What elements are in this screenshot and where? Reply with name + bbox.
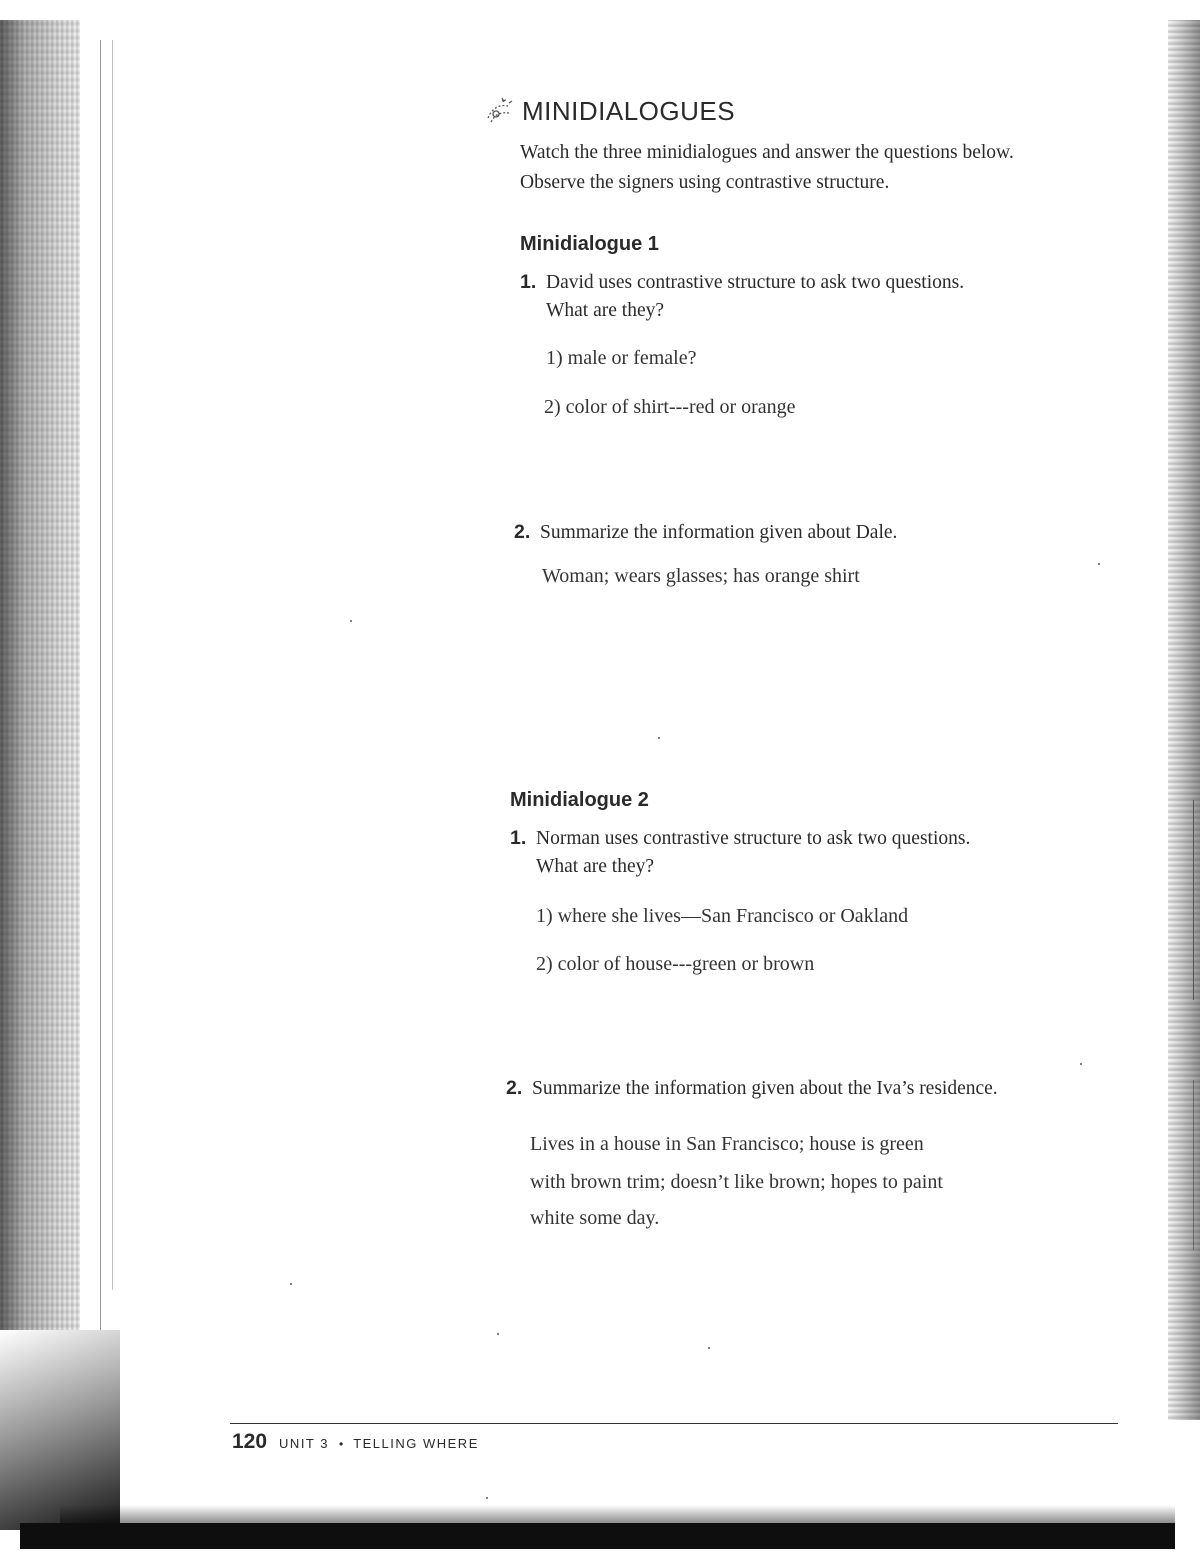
minidialogue-1-question-2 xyxy=(514,518,897,547)
scan-left-edge xyxy=(0,20,80,1525)
question-text: David uses contrastive structure to ask two questions. xyxy=(546,272,965,293)
question-number: 1. xyxy=(520,271,537,293)
scan-right-rule xyxy=(1193,800,1194,1000)
dust-speck xyxy=(708,1347,710,1349)
answer-line: 1) where she lives—San Francisco or Oakland xyxy=(536,905,909,927)
dust-speck xyxy=(290,1283,292,1285)
question-text: Summarize the information given about the Iva’s residence. xyxy=(532,1078,998,1099)
dust-speck xyxy=(1080,1063,1082,1065)
instruction-line: Watch the three minidialogues and answer the questions below. xyxy=(520,142,1014,163)
instructions xyxy=(520,138,1140,198)
unit-label: UNIT 3 xyxy=(279,1436,329,1451)
question-text: What are they? xyxy=(546,300,665,321)
answer-line: Woman; wears glasses; has orange shirt xyxy=(542,565,860,587)
scan-bottom-shadow xyxy=(60,1505,1175,1525)
answer-line: Lives in a house in San Francisco; house is green xyxy=(530,1133,924,1155)
minidialogue-1-question-1 xyxy=(520,268,964,325)
question-text: Norman uses contrastive structure to ask two questions. xyxy=(536,828,971,849)
page-number: 120 xyxy=(232,1430,268,1453)
footer-rule xyxy=(230,1423,1118,1424)
answer-line: with brown trim; doesn’t like brown; hopes to paint xyxy=(530,1171,943,1193)
page-footer xyxy=(232,1430,479,1454)
question-text: What are they? xyxy=(536,856,655,877)
instruction-line: Observe the signers using contrastive structure. xyxy=(520,172,890,193)
answer-line: 2) color of house---green or brown xyxy=(536,953,815,975)
dust-speck xyxy=(350,620,352,622)
scan-right-edge xyxy=(1168,20,1200,1420)
gutter-line xyxy=(100,40,101,1340)
question-number: 2. xyxy=(514,521,531,543)
minidialogue-1-title: Minidialogue 1 xyxy=(520,233,659,255)
gutter-line xyxy=(112,40,113,1290)
video-sparkle-icon xyxy=(482,94,516,126)
question-text: Summarize the information given about Dale. xyxy=(540,522,898,543)
dust-speck xyxy=(486,1497,488,1499)
answer-line: 1) male or female? xyxy=(546,347,697,369)
section-label: TELLING WHERE xyxy=(353,1436,479,1451)
scan-right-rule xyxy=(1193,1080,1194,1250)
dust-speck xyxy=(1098,563,1100,565)
minidialogue-2-title: Minidialogue 2 xyxy=(510,789,649,811)
minidialogue-2-question-2 xyxy=(506,1074,998,1103)
minidialogue-2-question-1 xyxy=(510,824,970,881)
scan-corner-shadow xyxy=(0,1330,120,1530)
dust-speck xyxy=(497,1333,499,1335)
bullet-separator: • xyxy=(338,1437,344,1451)
answer-line: white some day. xyxy=(530,1207,660,1229)
dust-speck xyxy=(658,737,660,739)
scan-bottom-edge xyxy=(20,1523,1175,1549)
answer-line: 2) color of shirt---red or orange xyxy=(544,396,796,418)
question-number: 2. xyxy=(506,1077,523,1099)
page-title: MINIDIALOGUES xyxy=(522,96,736,126)
question-number: 1. xyxy=(510,827,527,849)
